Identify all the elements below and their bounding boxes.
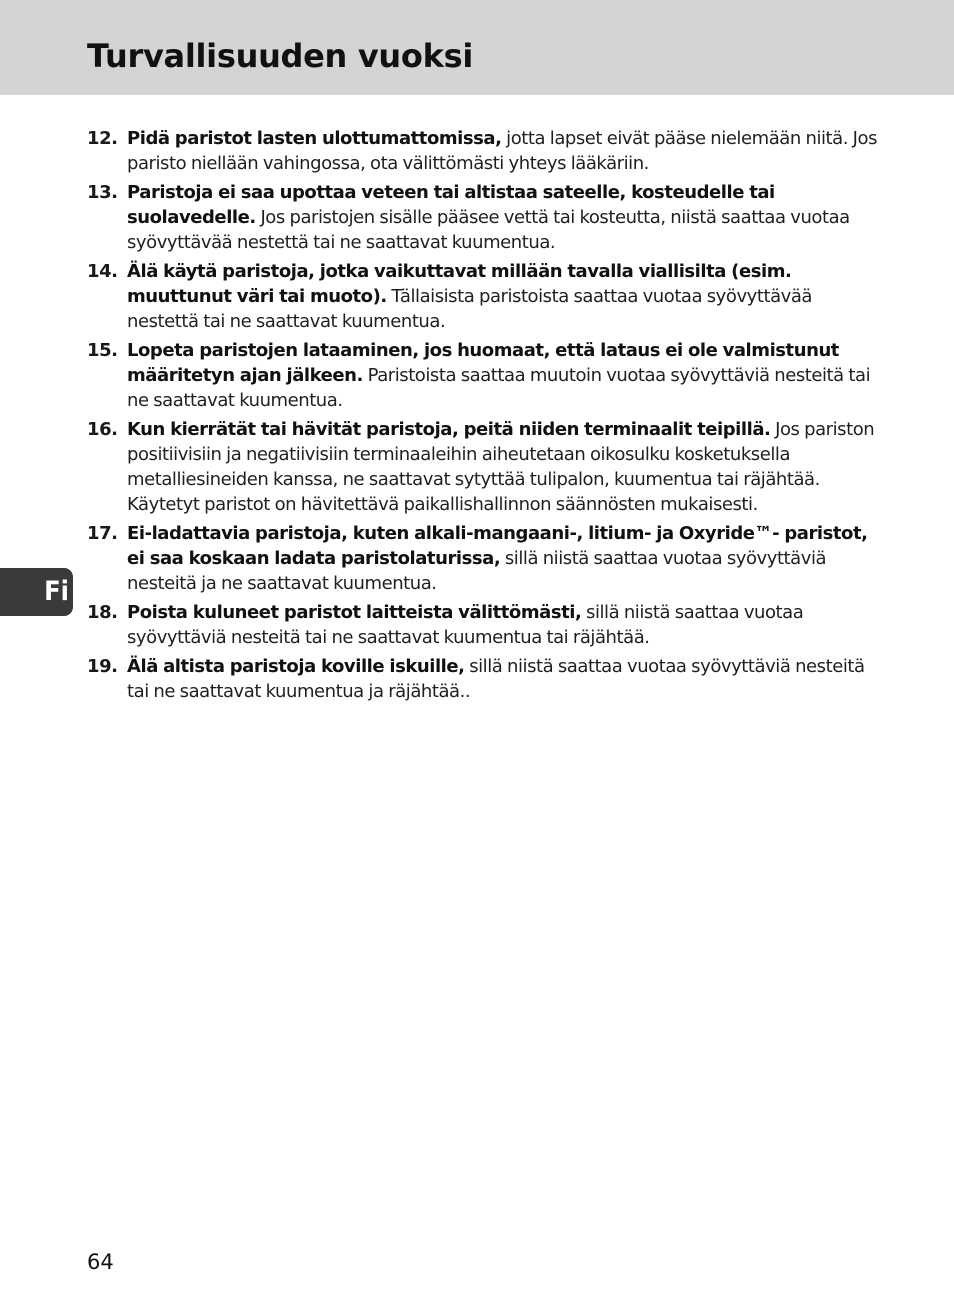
safety-item-13 [87,180,887,255]
item-number: 18. [87,602,118,623]
item-body-text: Tällaisista paristoista saattaa vuotaa syövyttävää nestettä tai ne saattavat kuumentua. [127,286,813,332]
safety-item-12 [87,126,887,176]
item-body-text: Jos pariston positiivisiin ja negatiivisiin terminaaleihin aiheutetaan oikosulku kosketuksella metalliesineiden kanssa, ne saattavat sytyttää tulipalon, kuumentua tai räjähtää. Käytetyt paristot on hävitettävä paikallishallinnon säännösten mukaisesti. [127,419,875,515]
item-body-text: sillä niistä saattaa vuotaa syövyttäviä nesteitä tai ne saattavat kuumentua ja räjähtää.. [127,656,865,702]
safety-item-list [87,126,887,708]
item-lead-text: Paristoja ei saa upottaa veteen tai altistaa sateelle, kosteudelle tai suolavedelle. [127,182,775,228]
item-lead-text: Ei-ladattavia paristoja, kuten alkali-mangaani-, litium- ja Oxyride™- paristot, ei saa koskaan ladata paristolaturissa, [127,523,868,569]
page-title: Turvallisuuden vuoksi [87,37,473,75]
safety-item-16 [87,417,887,517]
safety-item-18 [87,600,887,650]
item-body-text: sillä niistä saattaa vuotaa syövyttäviä nesteitä ja ne saattavat kuumentua. [127,548,827,594]
page-number: 64 [87,1250,114,1274]
item-number: 12. [87,128,118,149]
item-number: 19. [87,656,118,677]
item-body-text: Jos paristojen sisälle pääsee vettä tai kosteutta, niistä saattaa vuotaa syövyttävää nestettä tai ne saattavat kuumentua. [127,207,850,253]
item-body-text: sillä niistä saattaa vuotaa syövyttäviä nesteitä tai ne saattavat kuumentua tai räjähtää. [127,602,804,648]
item-lead-text: Pidä paristot lasten ulottumattomissa, [127,128,502,149]
safety-item-19 [87,654,887,704]
safety-item-14 [87,259,887,334]
item-number: 17. [87,523,118,544]
safety-item-15 [87,338,887,413]
item-body-text: Paristoista saattaa muutoin vuotaa syövyttäviä nesteitä tai ne saattavat kuumentua. [127,365,871,411]
item-lead-text: Älä käytä paristoja, jotka vaikuttavat millään tavalla viallisilta (esim. muuttunut väri tai muoto). [127,261,792,307]
safety-item-17 [87,521,887,596]
item-number: 16. [87,419,118,440]
item-lead-text: Kun kierrätät tai hävität paristoja, peitä niiden terminaalit teipillä. [127,419,771,440]
language-tab: Fi [0,568,73,616]
item-body-text: jotta lapset eivät pääse nielemään niitä. Jos paristo niellään vahingossa, ota välittömästi yhteys lääkäriin. [127,128,878,174]
item-lead-text: Älä altista paristoja koville iskuille, [127,656,465,677]
item-lead-text: Poista kuluneet paristot laitteista välittömästi, [127,602,582,623]
item-number: 13. [87,182,118,203]
item-number: 14. [87,261,118,282]
item-lead-text: Lopeta paristojen lataaminen, jos huomaat, että lataus ei ole valmistunut määritetyn ajan jälkeen. [127,340,839,386]
item-number: 15. [87,340,118,361]
